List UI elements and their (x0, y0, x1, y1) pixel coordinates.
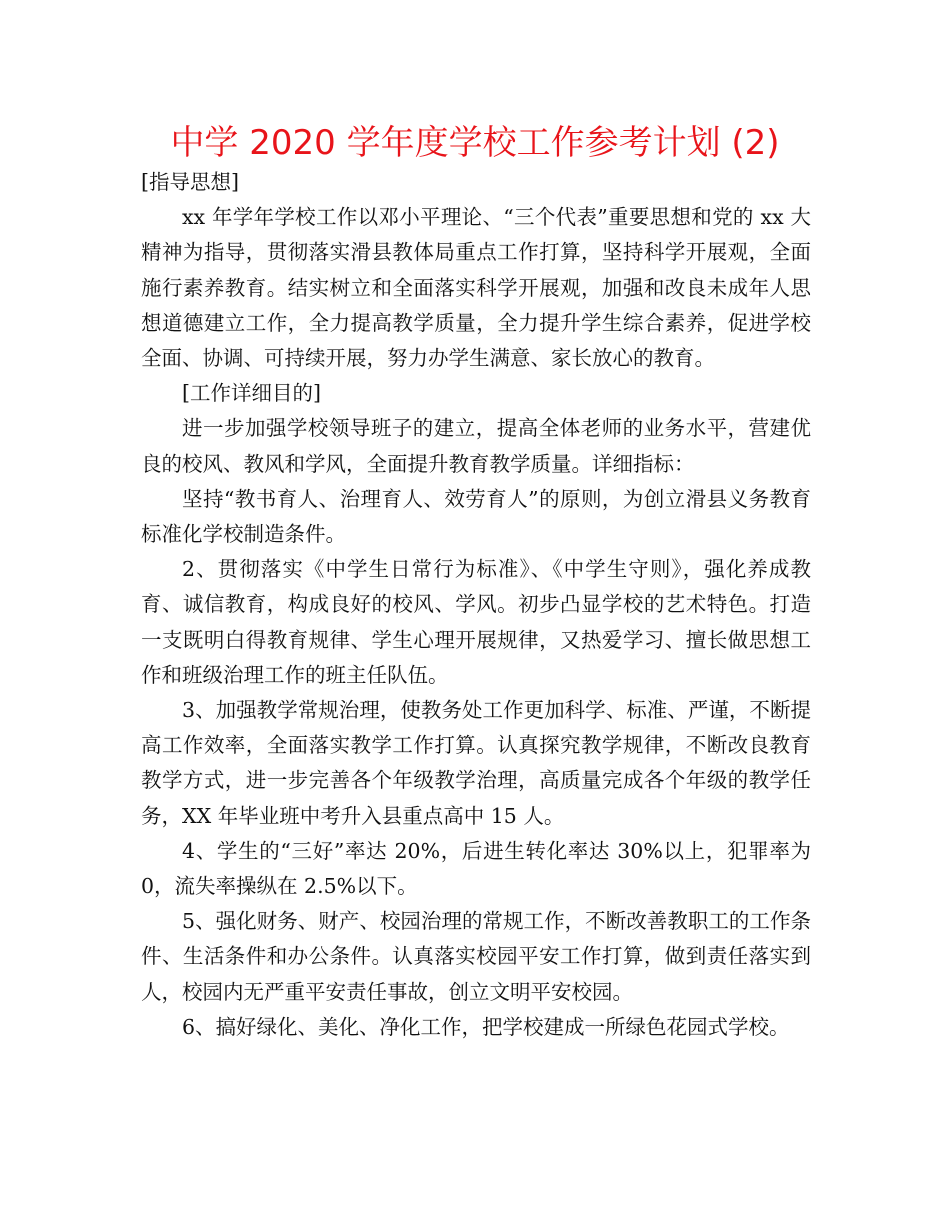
paragraph-item-1: 坚持“教书育人、治理育人、效劳育人”的原则，为创立滑县义务教育标准化学校制造条件。 (141, 486, 811, 547)
paragraph-item-2: 2、贯彻落实《中学生日常行为标准》、《中学生守则》，强化养成教育、诚信教育，构成良好的校风、学风。初步凸显学校的艺术特色。打造一支既明白得教育规律、学生心理开展规律，又热爱学习、擅长做思想工作和班级治理工作的班主任队伍。 (141, 557, 811, 687)
document-body (141, 165, 811, 1045)
paragraph-item-4: 4、学生的“三好”率达 20%，后进生转化率达 30%以上，犯罪率为 0，流失率操纵在 2.5%以下。 (141, 838, 811, 899)
paragraph-guiding: xx 年学年学校工作以邓小平理论、“三个代表”重要思想和党的 xx 大精神为指导，贯彻落实滑县教体局重点工作打算，坚持科学开展观，全面施行素养教育。结实树立和全面落实科学开展观，加强和改良未成年人思想道德建立工作，全力提高教学质量，全力提升学生综合素养，促进学校全面、协调、可持续开展，努力办学生满意、家长放心的教育。 (141, 205, 811, 371)
paragraph-item-5: 5、强化财务、财产、校园治理的常规工作，不断改善教职工的工作条件、生活条件和办公条件。认真落实校园平安工作打算，做到责任落实到人，校园内无严重平安责任事故，创立文明平安校园。 (141, 909, 811, 1004)
paragraph-item-6: 6、搞好绿化、美化、净化工作，把学校建成一所绿色花园式学校。 (182, 1014, 790, 1039)
section-heading-goals: [工作详细目的] (182, 381, 321, 406)
paragraph-item-3: 3、加强教学常规治理，使教务处工作更加科学、标准、严谨，不断提高工作效率，全面落实教学工作打算。认真探究教学规律，不断改良教育教学方式，进一步完善各个年级教学治理，高质量完成各个年级的教学任务，XX 年毕业班中考升入县重点高中 15 人。 (141, 698, 811, 828)
paragraph-goals-intro: 进一步加强学校领导班子的建立，提高全体老师的业务水平，营建优良的校风、教风和学风，全面提升教育教学质量。详细指标： (141, 416, 811, 476)
section-heading-guiding: [指导思想] (141, 170, 239, 194)
document-title: 中学 2020 学年度学校工作参考计划 (2) (170, 123, 780, 163)
